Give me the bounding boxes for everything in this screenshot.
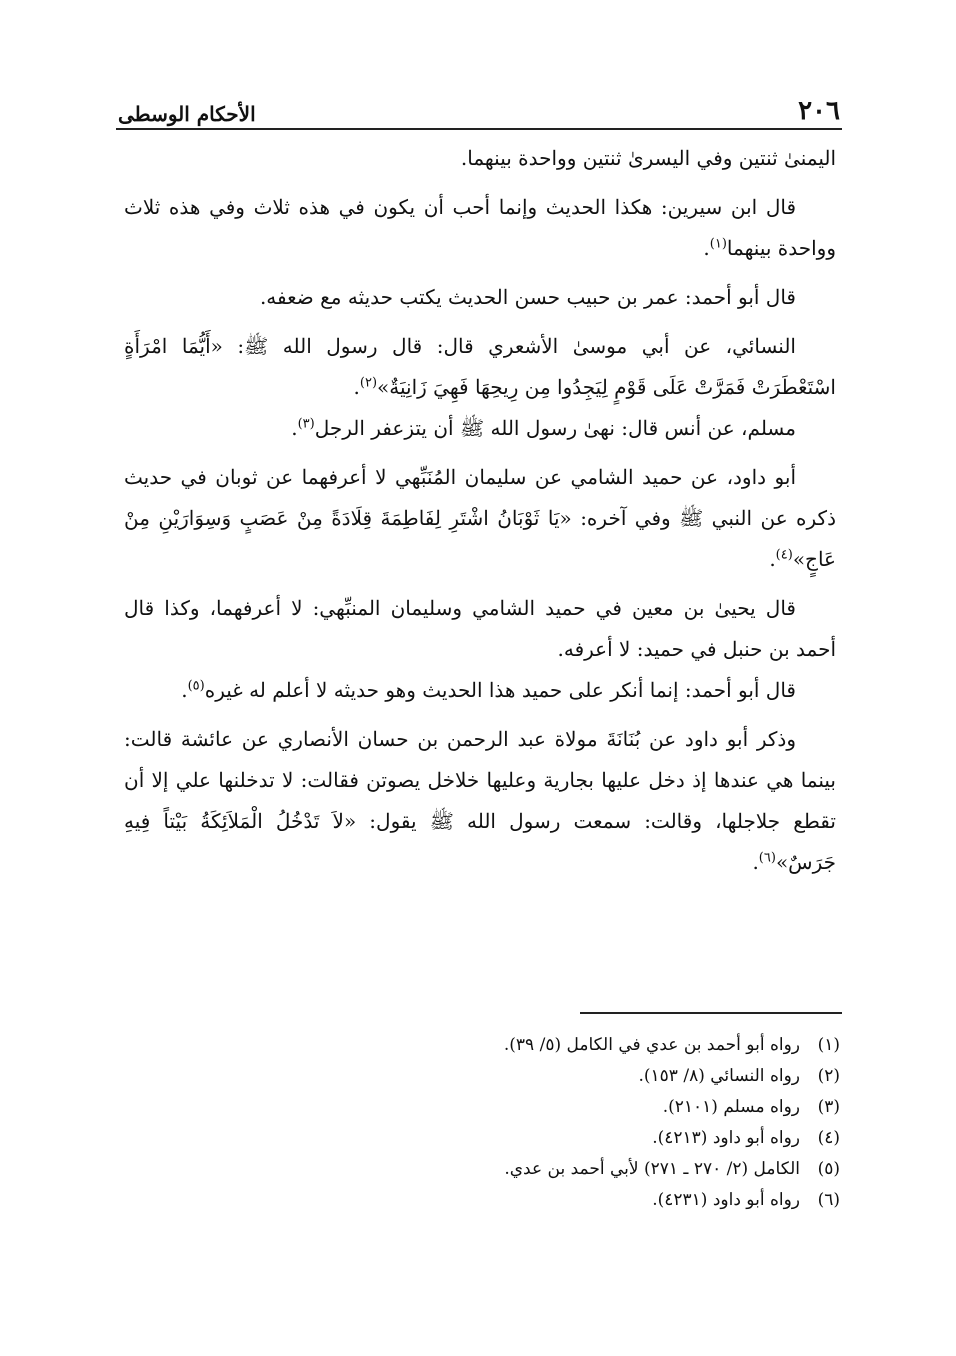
header-divider [116, 128, 842, 130]
paragraph-2-tail: . [703, 236, 710, 260]
paragraph-1 [124, 138, 836, 179]
footnote-ref-6[interactable]: (٦) [758, 850, 776, 866]
paragraph-6 [124, 457, 836, 580]
footnote-item [300, 1154, 840, 1185]
footnote-ref-2[interactable]: (٢) [359, 375, 378, 391]
page-header [118, 78, 840, 124]
footnote-text: رواه أبو أحمد بن عدي في الكامل (٥/ ٣٩). [503, 1035, 800, 1055]
paragraph-1-text: اليمنىٰ ثنتين وفي اليسرىٰ ثنتين وواحدة بينهما. [460, 146, 836, 170]
footnote-number: (١) [817, 1035, 840, 1055]
paragraph-7-text: قال يحيىٰ بن معين في حميد الشامي وسليمان المنبِّهي: لا أعرفهما، وكذا قال أحمد بن حنبل في حميد: لا أعرفه. [124, 596, 836, 661]
footnote-text: رواه مسلم (٢١٠١). [662, 1097, 800, 1117]
paragraph-7 [124, 588, 836, 670]
main-text [124, 138, 836, 891]
footnote-ref-5[interactable]: (٥) [187, 678, 205, 694]
paragraph-3 [124, 277, 836, 318]
paragraph-6-tail: . [769, 547, 776, 571]
paragraph-4 [124, 326, 836, 408]
paragraph-2 [124, 187, 836, 269]
paragraph-4-text: النسائي، عن أبي موسىٰ الأشعري قال: قال رسول الله ﷺ: «أَيُّمَا امْرَأَةٍ اسْتَعْطَرَتْ فَمَرَّتْ عَلَى قَوْمٍ لِيَجِدُوا مِن رِيحِهَا فَهِيَ زَانِيَةٌ» [124, 334, 836, 399]
paragraph-9 [124, 719, 836, 883]
footnote-item [300, 1030, 840, 1061]
footnote-item [300, 1061, 840, 1092]
footnote-item [300, 1123, 840, 1154]
paragraph-9-text: وذكر أبو داود عن بُنَانَةَ مولاة عبد الرحمن بن حسان الأنصاري عن عائشة قالت: بينما هي عندها إذ دخل عليها بجارية وعليها خلاخل يصوتن فقالت: لا تدخلنها علي إلا أن تقطع جلاجلها، وقالت: سمعت رسول الله ﷺ يقول: «لاَ تَدْخُلُ الْمَلاَئِكَةُ بَيْتاً فِيهِ جَرَسٌ» [124, 727, 836, 874]
footnote-text: الكامل (٢/ ٢٧٠ ـ ٢٧١) لأبي أحمد بن عدي. [504, 1159, 800, 1179]
footnotes [300, 1030, 840, 1216]
footnote-number: (٦) [817, 1190, 840, 1210]
paragraph-8 [124, 670, 836, 711]
paragraph-8-tail: . [181, 678, 188, 702]
footnote-ref-3[interactable]: (٣) [297, 416, 315, 432]
footnote-ref-1[interactable]: (١) [709, 236, 727, 252]
footnote-number: (٥) [817, 1159, 840, 1179]
paragraph-9-tail: . [752, 850, 759, 874]
footnote-text: رواه النسائي (٨/ ١٥٣). [638, 1066, 800, 1086]
paragraph-8-text: قال أبو أحمد: إنما أنكر على حميد هذا الحديث وهو حديثه لا أعلم له غيره [204, 678, 796, 702]
footnote-ref-4[interactable]: (٤) [775, 547, 793, 563]
footnote-divider [580, 1012, 842, 1014]
paragraph-3-text: قال أبو أحمد: عمر بن حبيب حسن الحديث يكتب حديثه مع ضعفه. [259, 285, 796, 309]
footnote-text: رواه أبو داود (٤٢١٣). [652, 1128, 800, 1148]
paragraph-6-text: أبو داود، عن حميد الشامي عن سليمان المُنَبِّهي لا أعرفهما عن ثوبان في حديث ذكره عن النبي ﷺ وفي آخره: «يَا ثَوْبَانُ اشْتَرِ لِفَاطِمَةَ قِلَادَةً مِنْ عَصَبٍ وَسِوَارَيْنِ مِنْ عَاجٍ» [124, 465, 836, 571]
paragraph-5 [124, 408, 836, 449]
footnote-number: (٢) [817, 1066, 840, 1086]
page-number: ٢٠٦ [798, 96, 840, 126]
paragraph-4-tail: . [353, 375, 360, 399]
paragraph-5-text: مسلم، عن أنس قال: نهىٰ رسول الله ﷺ أن يتزعفر الرجل [314, 416, 796, 440]
footnote-number: (٣) [817, 1097, 840, 1117]
footnote-item [300, 1185, 840, 1216]
paragraph-5-tail: . [291, 416, 298, 440]
running-title: الأحكام الوسطى [118, 102, 256, 126]
footnote-text: رواه أبو داود (٤٢٣١). [652, 1190, 800, 1210]
footnote-number: (٤) [817, 1128, 840, 1148]
paragraph-2-text: قال ابن سيرين: هكذا الحديث وإنما أحب أن يكون في هذه ثلاث وفي هذه ثلاث وواحدة بينهما [124, 195, 836, 260]
footnote-item [300, 1092, 840, 1123]
